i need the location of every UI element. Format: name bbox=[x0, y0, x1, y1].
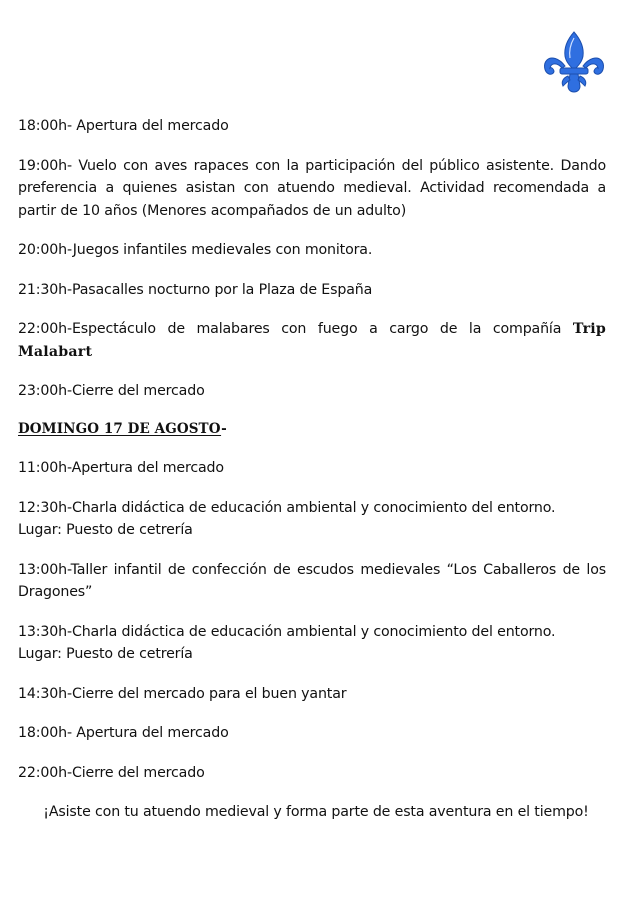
day-heading bbox=[18, 418, 606, 441]
company-name: Trip Malabart bbox=[18, 321, 606, 360]
event-text: 13:30h-Charla didáctica de educación ambiental y conocimiento del entorno. bbox=[18, 623, 556, 640]
event-item: 11:00h-Apertura del mercado bbox=[18, 460, 224, 476]
event-item: 13:00h-Taller infantil de confección de escudos medievales “Los Caballeros de los Dragones” bbox=[18, 561, 606, 600]
event-item bbox=[18, 497, 606, 542]
event-location: Lugar: Puesto de cetrería bbox=[18, 646, 193, 662]
event-text: 22:00h-Espectáculo de malabares con fuego a cargo de la compañía bbox=[18, 321, 562, 337]
event-item: 22:00h-Cierre del mercado bbox=[18, 764, 205, 781]
event-item: 20:00h-Juegos infantiles medievales con monitora. bbox=[18, 242, 373, 258]
event-item: 21:30h-Pasacalles nocturno por la Plaza de España bbox=[18, 281, 373, 298]
day-heading-suffix: - bbox=[221, 420, 227, 437]
event-text: 12:30h-Charla didáctica de educación ambiental y conocimiento del entorno. bbox=[18, 499, 556, 516]
event-item: 19:00h- Vuelo con aves rapaces con la participación del público asistente. Dando preferencia a quienes asistan con atuendo medieval. Actividad recomendada a partir de 10 años (Menores acompañados de un adulto) bbox=[18, 157, 606, 219]
event-item: 14:30h-Cierre del mercado para el buen yantar bbox=[18, 685, 347, 702]
event-item: 18:00h- Apertura del mercado bbox=[18, 118, 229, 134]
event-item: 23:00h-Cierre del mercado bbox=[18, 383, 205, 399]
event-item bbox=[18, 318, 606, 363]
event-item: 18:00h- Apertura del mercado bbox=[18, 725, 229, 741]
schedule-content bbox=[18, 115, 606, 824]
day-heading-text: DOMINGO 17 DE AGOSTO bbox=[18, 420, 222, 437]
fleur-de-lis-icon bbox=[543, 30, 605, 94]
closing-message: ¡Asiste con tu atuendo medieval y forma parte de esta aventura en el tiempo! bbox=[43, 804, 589, 820]
event-item bbox=[18, 621, 606, 666]
event-location: Lugar: Puesto de cetrería bbox=[18, 522, 193, 538]
